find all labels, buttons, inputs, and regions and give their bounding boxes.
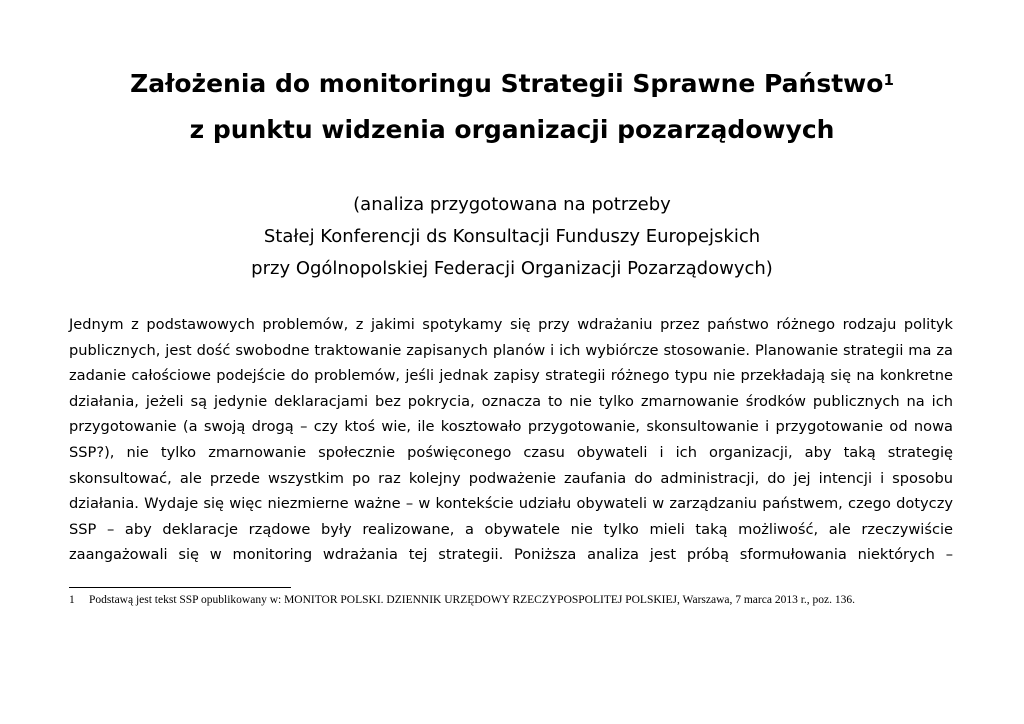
body-line: zadanie całościowe podejście do problemów, jeśli jednak zapisy strategii różnego typu nie przekładają się na konkretne xyxy=(69,367,953,385)
subtitle-line-3: przy Ogólnopolskiej Federacji Organizacji Pozarządowych) xyxy=(251,258,773,279)
body-line: przygotowanie (a swoją drogą – czy ktoś wie, ile kosztowało przygotowanie, skonsultowanie i przygotowanie od nowa xyxy=(69,418,953,436)
subtitle-line-1: (analiza przygotowana na potrzeby xyxy=(353,194,671,215)
body-line: działania. Wydaje się więc niezmierne ważne – w kontekście udziału obywateli w zarządzaniu państwem, czego dotyczy xyxy=(69,495,953,513)
title-text-1: Założenia do monitoringu Strategii Sprawne Państwo xyxy=(130,69,884,98)
body-line: Jednym z podstawowych problemów, z jakimi spotykamy się przy wdrażaniu przez państwo różnego rodzaju polityk xyxy=(69,316,953,333)
subtitle-line-2: Stałej Konferencji ds Konsultacji Funduszy Europejskich xyxy=(263,226,761,247)
title-footnote-ref[interactable]: 1 xyxy=(883,71,894,89)
body-line: zaangażowali się w monitoring wdrażania tej strategii. Poniższa analiza jest próbą sformułowania niektórych – xyxy=(69,546,953,564)
footnote-separator xyxy=(69,587,291,588)
body-line: SSP?), nie tylko zmarnowanie społecznie poświęconego czasu obywateli i ich organizacji, aby taką strategię xyxy=(69,443,953,461)
body-paragraph xyxy=(69,312,953,568)
document-title-line-1 xyxy=(0,68,1024,100)
footnote xyxy=(69,593,959,608)
body-line: publicznych, jest dość swobodne traktowanie zapisanych planów i ich wybiórcze stosowanie. Planowanie strategii ma za xyxy=(69,341,953,359)
body-line: działania, jeżeli są jedynie deklaracjami bez pokrycia, oznacza to nie tylko zmarnowanie środków publicznych na ich xyxy=(69,392,953,410)
body-line: skonsultować, ale przede wszystkim po raz kolejny podważenie zaufania do administracji, do jej intencji i sposobu xyxy=(69,469,953,487)
footnote-number: 1 xyxy=(69,594,75,606)
footnote-text: Podstawą jest tekst SSP opublikowany w: MONITOR POLSKI. DZIENNIK URZĘDOWY RZECZYPOSPOLITEJ POLSKIEJ, Warszawa, 7 marca 2013 r., poz. 136. xyxy=(89,594,856,606)
document-title-line-2: z punktu widzenia organizacji pozarządowych xyxy=(189,115,835,144)
body-line: SSP – aby deklaracje rządowe były realizowane, a obywatele nie tylko mieli taką możliwość, ale rzeczywiście xyxy=(69,520,953,538)
